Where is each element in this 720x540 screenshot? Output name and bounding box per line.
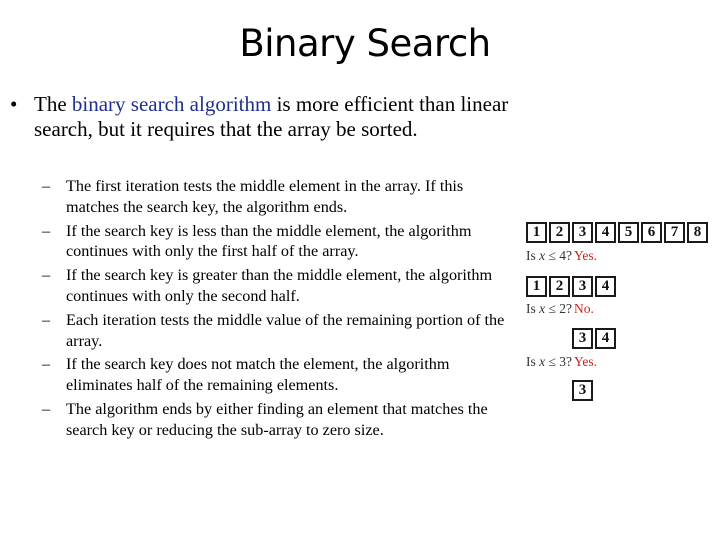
main-bullet-text (34, 92, 520, 142)
array-cell: 4 (595, 276, 616, 297)
sub-bullet (42, 265, 512, 307)
q-rest: ≤ 2? (545, 301, 573, 316)
array-cell: 4 (595, 328, 616, 349)
array-cell: 1 (526, 276, 547, 297)
array-row-full (526, 222, 710, 243)
q-var: x (539, 354, 546, 369)
array-cell: 3 (572, 222, 593, 243)
array-row-half (526, 276, 618, 297)
binary-search-figure (522, 214, 720, 406)
dash-mark: – (42, 310, 51, 329)
main-bullet-before: The (34, 92, 72, 116)
array-cell: 4 (595, 222, 616, 243)
dash-mark: – (42, 221, 51, 240)
sub-bullet-text: If the search key is greater than the middle element, the algorithm continues with only the second half. (66, 266, 493, 305)
array-cell: 7 (664, 222, 685, 243)
array-row-quarter (572, 328, 618, 349)
sub-bullet-text: The first iteration tests the middle element in the array. If this matches the search key, the algorithm ends. (66, 177, 464, 216)
sub-bullet-text: Each iteration tests the middle value of the remaining portion of the array. (66, 310, 505, 350)
dash-mark: – (42, 266, 51, 285)
q-rest: ≤ 3? (545, 354, 573, 369)
q-prefix: Is (526, 248, 540, 263)
sub-bullet (42, 221, 512, 263)
sub-bullet (42, 176, 512, 218)
array-cell: 8 (687, 222, 708, 243)
bullet-mark: • (10, 92, 18, 116)
q-answer: Yes. (574, 354, 598, 369)
array-cell: 3 (572, 328, 593, 349)
dash-mark: – (42, 355, 51, 374)
q-var: x (539, 301, 546, 316)
sub-bullet-text: If the search key does not match the element, the algorithm eliminates half of the remaining elements. (66, 355, 450, 395)
array-cell: 6 (641, 222, 662, 243)
dash-mark: – (42, 399, 51, 418)
q-prefix: Is (526, 354, 540, 369)
sub-bullet-text: The algorithm ends by either finding an element that matches the search key or reducing the sub-array to zero size. (66, 399, 488, 439)
sub-bullet-list (42, 176, 512, 444)
q-prefix: Is (526, 301, 540, 316)
sub-bullet (42, 399, 512, 441)
main-bullet-after: is more efficient than linear search, but it requires that the array be sorted. (34, 92, 509, 141)
q-var: x (539, 248, 546, 263)
sub-bullet (42, 310, 512, 352)
sub-bullet-text: If the search key is less than the middle element, the algorithm continues with only the first half of the array. (66, 221, 472, 261)
question-3 (526, 354, 597, 370)
array-cell: 3 (572, 380, 593, 401)
dash-mark: – (42, 177, 51, 195)
array-cell: 2 (549, 276, 570, 297)
q-rest: ≤ 4? (545, 248, 573, 263)
array-cell: 5 (618, 222, 639, 243)
sub-bullet (42, 354, 512, 396)
binary-search-highlight: binary search algorithm (71, 92, 272, 116)
question-1 (526, 248, 597, 264)
q-answer: Yes. (574, 248, 598, 263)
q-answer: No. (574, 301, 594, 316)
array-row-final (572, 380, 595, 401)
main-bullet (10, 92, 520, 142)
slide-title: Binary Search (239, 22, 491, 65)
array-cell: 3 (572, 276, 593, 297)
array-cell: 2 (549, 222, 570, 243)
array-cell: 1 (526, 222, 547, 243)
question-2 (526, 301, 594, 317)
